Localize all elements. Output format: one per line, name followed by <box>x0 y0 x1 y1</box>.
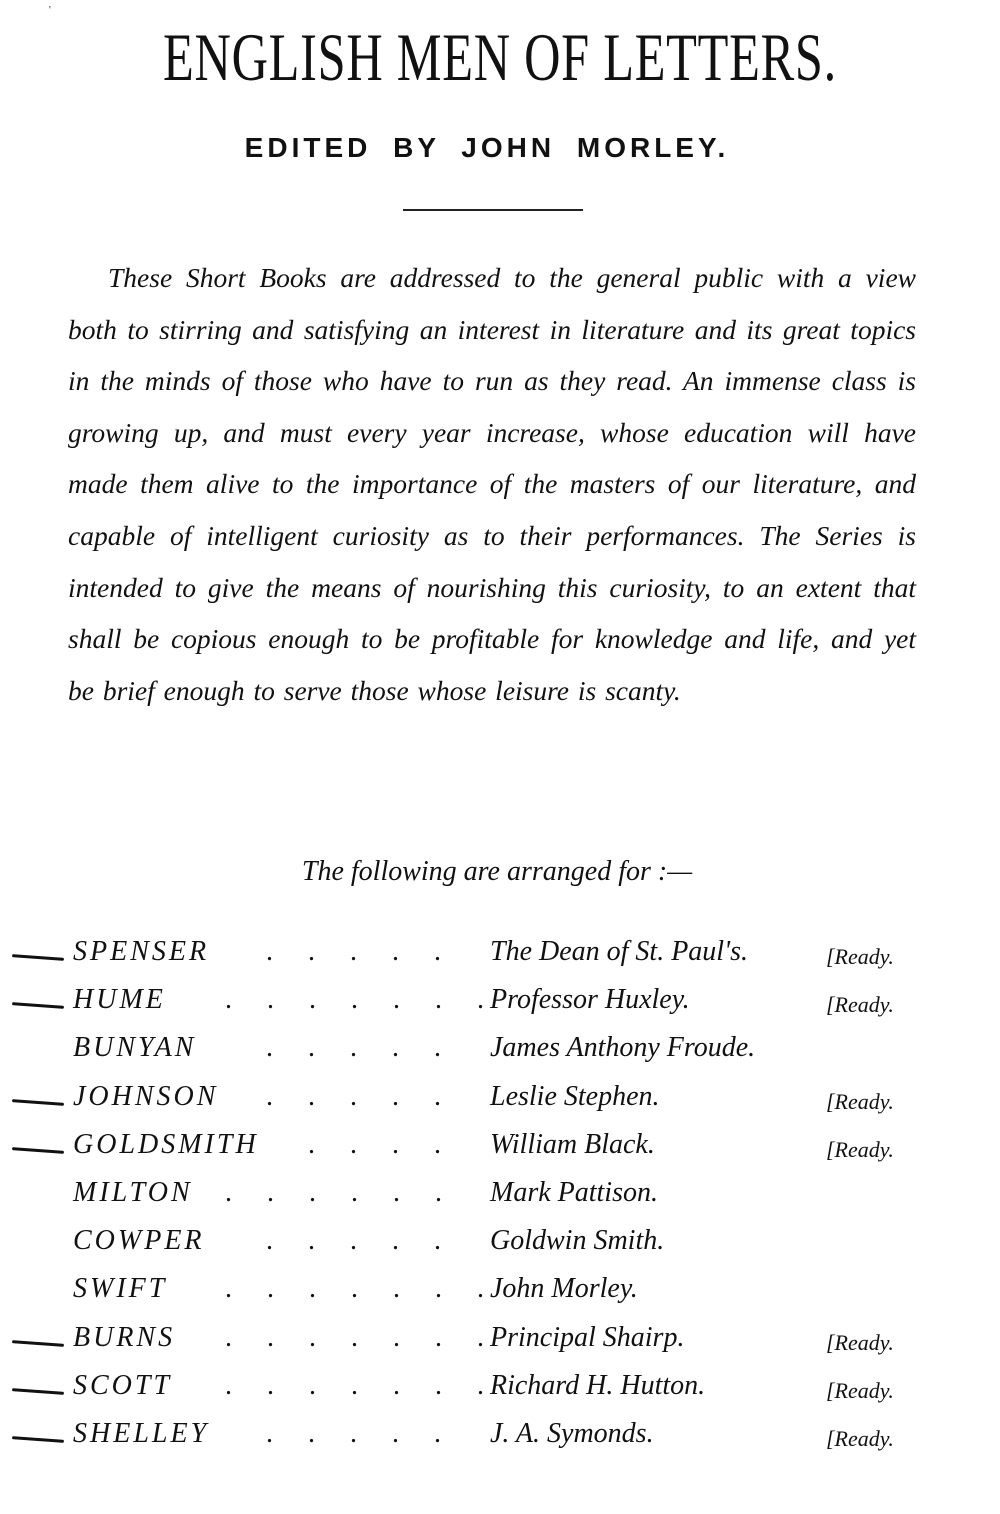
book-subject: GOLDSMITH <box>73 1128 259 1160</box>
book-author: Principal Shairp. <box>490 1321 685 1353</box>
ready-status: [Ready. <box>826 1425 894 1451</box>
leader-dots: . . . . . . . <box>225 1321 498 1353</box>
book-author: Leslie Stephen. <box>490 1080 660 1112</box>
book-author: James Anthony Froude. <box>490 1032 756 1064</box>
pen-mark <box>12 954 64 961</box>
leader-dots: . . . . . . . <box>225 1273 498 1305</box>
leader-dots: . . . . . . . <box>225 1369 498 1401</box>
book-author: Richard H. Hutton. <box>490 1369 706 1401</box>
book-author: Goldwin Smith. <box>490 1225 665 1257</box>
leader-dots: . . . . . <box>266 936 455 967</box>
leader-dots: . . . . . <box>266 1417 455 1449</box>
pen-mark <box>12 1147 64 1154</box>
book-subject: BURNS <box>73 1321 176 1353</box>
page-title: ENGLISH MEN OF LETTERS. <box>163 19 837 95</box>
book-subject: HUME <box>73 984 166 1016</box>
ready-status: [Ready. <box>826 1088 894 1114</box>
pen-mark <box>12 1099 64 1106</box>
leader-dots: . . . . . <box>266 1032 455 1064</box>
book-row <box>0 984 1000 1032</box>
book-list <box>0 936 1000 1466</box>
book-author: The Dean of St. Paul's. <box>490 936 748 967</box>
book-subject: SPENSER <box>73 936 210 967</box>
corner-mark: ' <box>49 5 51 16</box>
book-row <box>0 1032 1000 1080</box>
leader-dots: . . . . . . . <box>225 984 498 1016</box>
book-row <box>0 936 1000 984</box>
book-subject: SWIFT <box>73 1273 168 1305</box>
book-author: Mark Pattison. <box>490 1176 658 1208</box>
book-subject: BUNYAN <box>73 1032 197 1064</box>
ready-status: [Ready. <box>826 1377 894 1403</box>
leader-dots: . . . . . <box>266 1225 455 1257</box>
ready-status: [Ready. <box>826 944 894 969</box>
series-description: These Short Books are addressed to the general public with a view both to stirring and satisfying an interest in literature and its great topics in the minds of those who have to run as they read. An immense class is growing up, and must every year increase, whose education will have made them alive to the importance of the masters of our literature, and capable of intelligent curiosity as to their performances. The Series is intended to give the means of nourishing this curiosity, to an extent that shall be copious enough to be profitable for knowledge and life, and yet be brief enough to serve those whose leisure is scanty. <box>68 262 916 706</box>
leader-dots: . . . . . <box>266 1080 455 1112</box>
leader-dots: . . . . <box>308 1128 455 1160</box>
book-author: J. A. Symonds. <box>490 1417 654 1449</box>
book-row <box>0 1129 1000 1177</box>
ready-status: [Ready. <box>826 1136 894 1162</box>
book-subject: JOHNSON <box>73 1080 219 1112</box>
book-row <box>0 1418 1000 1466</box>
book-subject: MILTON <box>73 1176 193 1208</box>
book-author: Professor Huxley. <box>490 984 690 1016</box>
book-row <box>0 1322 1000 1370</box>
book-subject: SHELLEY <box>73 1417 210 1449</box>
book-row <box>0 1225 1000 1273</box>
pen-mark <box>12 1436 64 1443</box>
title-divider <box>403 209 583 211</box>
book-subject: SCOTT <box>73 1369 173 1401</box>
book-subject: COWPER <box>73 1225 205 1257</box>
list-intro: The following are arranged for :— <box>301 856 693 887</box>
leader-dots: . . . . . . <box>225 1176 456 1208</box>
pen-mark <box>12 1340 64 1347</box>
book-author: John Morley. <box>490 1273 638 1305</box>
pen-mark <box>12 1388 64 1395</box>
book-row <box>0 1273 1000 1321</box>
book-row <box>0 1370 1000 1418</box>
ready-status: [Ready. <box>826 992 894 1018</box>
ready-status: [Ready. <box>826 1329 894 1355</box>
editor-line: EDITED BY JOHN MORLEY. <box>244 132 730 163</box>
book-author: William Black. <box>490 1128 655 1160</box>
pen-mark <box>12 1002 64 1009</box>
book-row <box>0 1081 1000 1129</box>
book-row <box>0 1177 1000 1225</box>
